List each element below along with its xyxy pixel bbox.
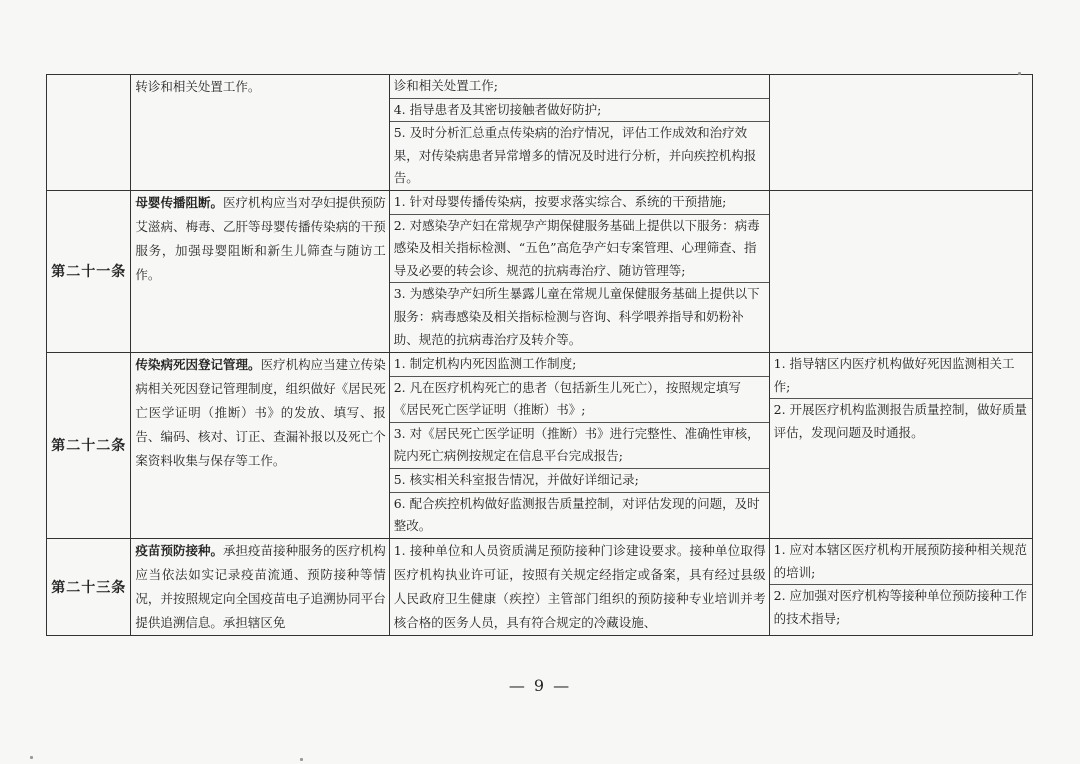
table-row — [47, 538, 1033, 635]
scan-speck — [300, 758, 303, 761]
requirement-body: 转诊和相关处置工作。 — [135, 79, 261, 94]
supervision-cell — [769, 190, 1032, 352]
requirement-heading: 母婴传播阻断。 — [135, 194, 224, 210]
list-item: 2. 应加强对医疗机构等接种单位预防接种工作的技术指导; — [773, 588, 1028, 626]
requirement-body: 承担疫苗接种服务的医疗机构应当依法如实记录疫苗流通、预防接种等情况，并按照规定向全国疫苗电子追溯协同平台提供追溯信息。承担辖区免 — [135, 542, 386, 630]
list-item: 诊和相关处置工作; — [390, 75, 769, 99]
requirement-text — [131, 353, 388, 473]
requirement-body: 医疗机构应当建立传染病相关死因登记管理制度，组织做好《居民死亡医学证明（推断）书》的发放、填写、报告、编码、核对、订正、查漏补报以及死亡个案资料收集与保存等工作。 — [135, 356, 386, 468]
article-number-cell — [47, 190, 131, 352]
list-item: 3. 为感染孕产妇所生暴露儿童在常规儿童保健服务基础上提供以下服务：病毒感染及相关指标检测与咨询、科学喂养指导和奶粉补助、规范的抗病毒治疗及转介等。 — [393, 286, 760, 347]
scan-speck — [30, 756, 33, 759]
list-item: 2. 凡在医疗机构死亡的患者（包括新生儿死亡），按照规定填写《居民死亡医学证明（推断）书》; — [390, 377, 769, 423]
table-row — [47, 75, 1033, 191]
requirement-text — [131, 191, 388, 287]
article-number-cell — [47, 75, 131, 191]
implementation-cell — [389, 352, 769, 538]
requirement-cell — [131, 190, 389, 352]
scan-speck — [1018, 72, 1021, 75]
requirement-text — [131, 539, 388, 635]
requirement-cell — [131, 538, 389, 635]
regulation-table — [46, 74, 1033, 636]
table-row — [47, 190, 1033, 352]
supervision-cell — [769, 538, 1032, 635]
implementation-cell — [389, 190, 769, 352]
scan-edge-mark — [740, 0, 800, 4]
requirement-text — [131, 75, 388, 99]
article-number: 第二十二条 — [51, 438, 127, 455]
list-item: 1. 制定机构内死因监测工作制度; — [390, 353, 769, 377]
requirement-body: 医疗机构应当对孕妇提供预防艾滋病、梅毒、乙肝等母婴传播传染病的干预服务，加强母婴阻断和新生儿筛查与随访工作。 — [135, 194, 386, 282]
requirement-cell — [131, 75, 389, 191]
supervision-cell — [769, 75, 1032, 191]
article-number-cell — [47, 352, 131, 538]
article-number: 第二十一条 — [51, 264, 127, 281]
list-item: 2. 开展医疗机构监测报告质量控制，做好质量评估，发现问题及时通报。 — [773, 402, 1028, 440]
list-item: 2. 对感染孕产妇在常规孕产期保健服务基础上提供以下服务：病毒感染及相关指标检测、“五色”高危孕产妇专案管理、心理筛查、指导及必要的转会诊、规范的抗病毒治疗、随访管理等; — [390, 215, 769, 284]
requirement-heading: 传染病死因登记管理。 — [135, 356, 261, 372]
list-item: 6. 配合疾控机构做好监测报告质量控制，对评估发现的问题，及时整改。 — [393, 495, 760, 534]
requirement-cell — [131, 352, 389, 538]
list-item: 1. 针对母婴传播传染病，按要求落实综合、系统的干预措施; — [390, 191, 769, 215]
list-item: 4. 指导患者及其密切接触者做好防护; — [390, 99, 769, 123]
list-item: 1. 接种单位和人员资质满足预防接种门诊建设要求。接种单位取得医疗机构执业许可证，按照有关规定经指定或备案，具有经过县级人民政府卫生健康（疾控）主管部门组织的预防接种专业培训并考核合格的医务人员，具有符合规定的冷藏设施、 — [393, 542, 766, 630]
article-number-cell — [47, 538, 131, 635]
list-item: 1. 应对本辖区医疗机构开展预防接种相关规范的培训; — [770, 539, 1032, 585]
list-item: 5. 及时分析汇总重点传染病的治疗情况，评估工作成效和治疗效果，对传染病患者异常增多的情况及时进行分析，并向疾控机构报告。 — [393, 125, 757, 186]
list-item: 1. 指导辖区内医疗机构做好死因监测相关工作; — [770, 353, 1032, 399]
implementation-cell — [389, 538, 769, 635]
supervision-cell — [769, 352, 1032, 538]
page-number: — 9 — — [508, 676, 572, 695]
list-item: 3. 对《居民死亡医学证明（推断）书》进行完整性、准确性审核，院内死亡病例按规定在信息平台完成报告; — [390, 423, 769, 469]
list-item: 5. 核实相关科室报告情况，并做好详细记录; — [390, 469, 769, 493]
table-row — [47, 352, 1033, 538]
implementation-cell — [389, 75, 769, 191]
article-number: 第二十三条 — [51, 579, 127, 596]
requirement-heading: 疫苗预防接种。 — [135, 542, 224, 558]
